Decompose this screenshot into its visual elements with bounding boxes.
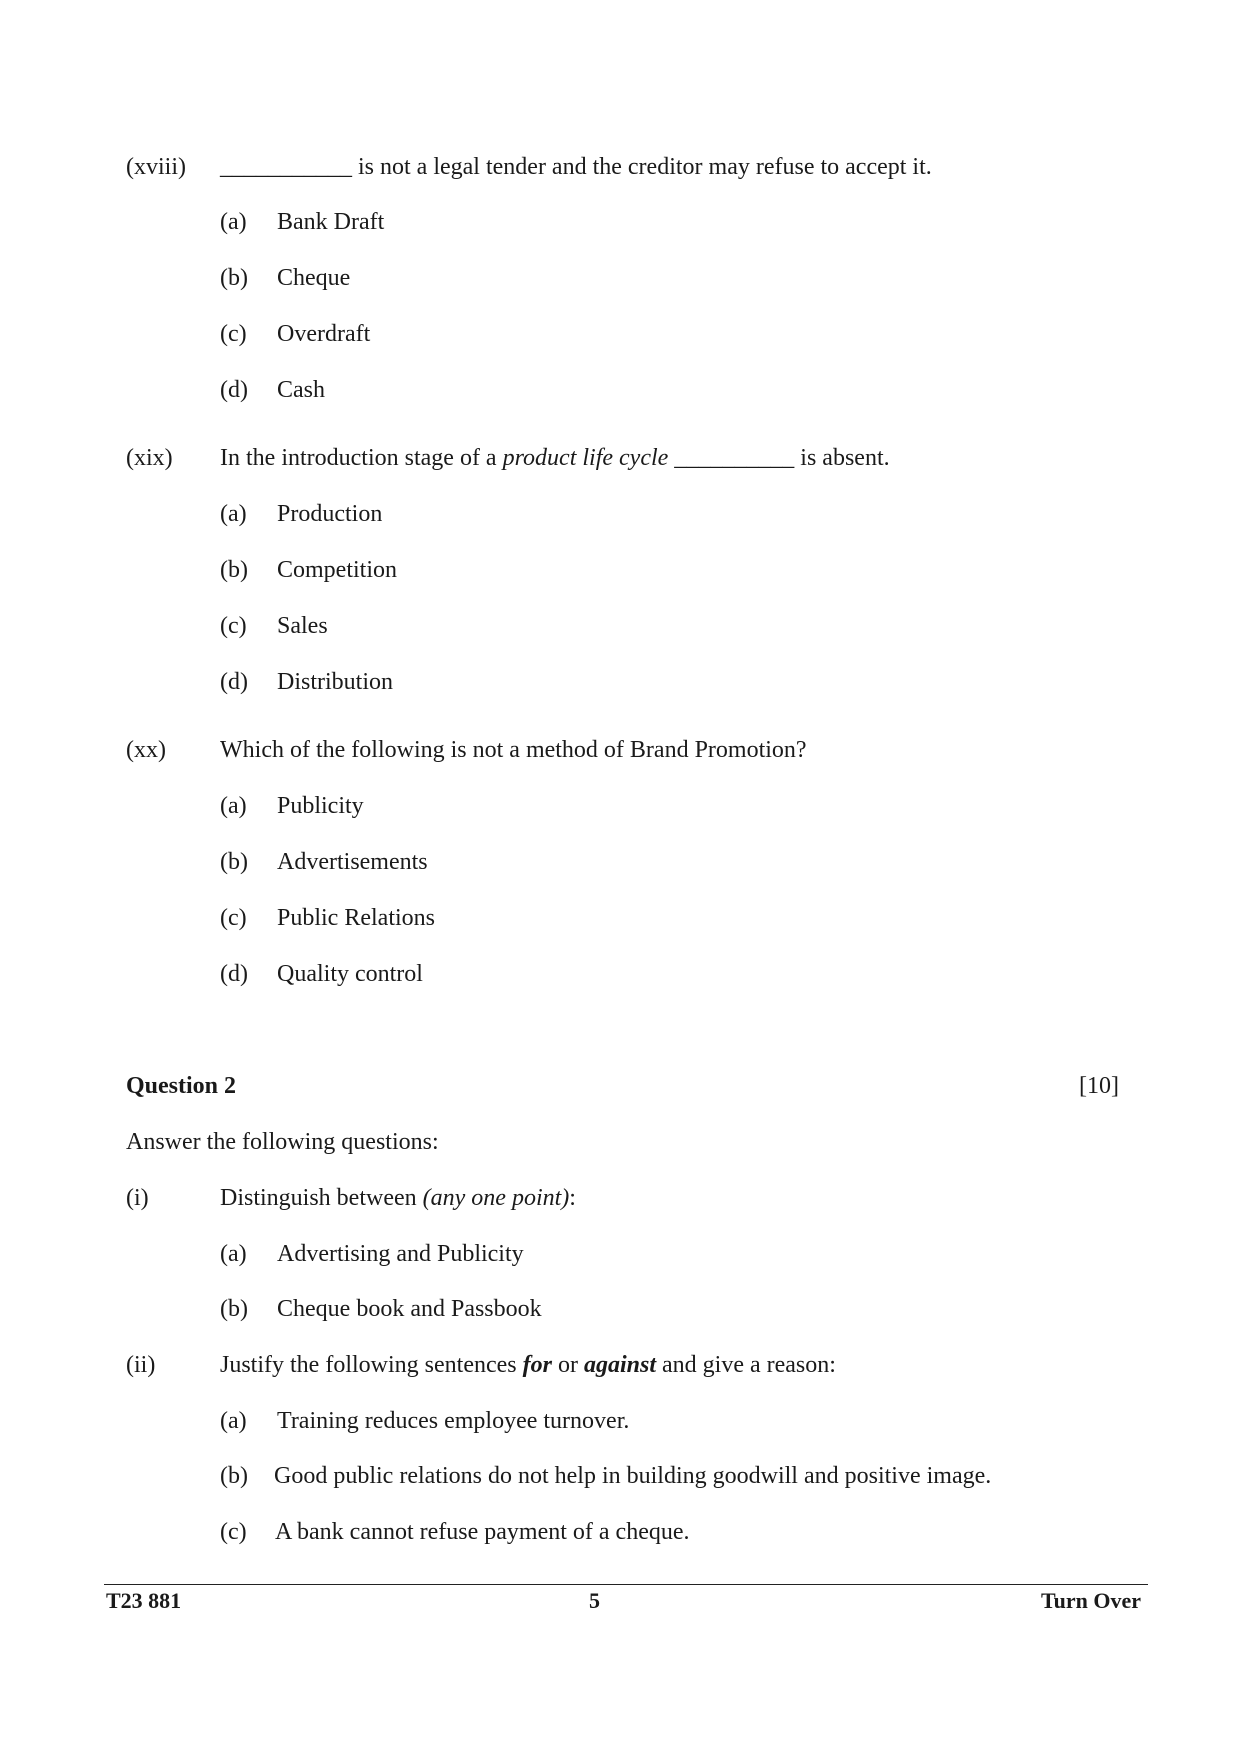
option-text: Quality control xyxy=(277,961,423,987)
option-letter: (b) xyxy=(220,265,248,291)
question-number: (xviii) xyxy=(126,154,186,180)
option-letter: (a) xyxy=(220,1241,247,1267)
turn-over-label: Turn Over xyxy=(1040,1588,1141,1613)
question-number: (xx) xyxy=(126,737,166,763)
question-text: Which of the following is not a method of Brand Promotion? xyxy=(220,737,807,763)
question-text-part: Distinguish between xyxy=(220,1185,423,1211)
option-letter: (c) xyxy=(220,321,247,347)
option-letter: (c) xyxy=(220,613,247,639)
option-letter: (a) xyxy=(220,209,247,235)
question-text-bold-italic: against xyxy=(583,1352,656,1378)
answer-blank: ___________ xyxy=(220,154,352,180)
option-text: Competition xyxy=(277,557,397,583)
question-text-italic: product life cycle xyxy=(502,445,669,471)
question-text-part: __________ is absent. xyxy=(668,445,890,471)
question-number: (i) xyxy=(126,1185,149,1211)
question-text xyxy=(220,1353,836,1377)
option-text: Advertising and Publicity xyxy=(277,1241,524,1267)
option-letter: (c) xyxy=(220,905,247,931)
question-number: (ii) xyxy=(126,1352,156,1378)
option-letter: (c) xyxy=(220,1519,247,1545)
footer-rule xyxy=(104,1584,1148,1585)
option-letter: (a) xyxy=(220,1408,247,1434)
question-text-part: and give a reason: xyxy=(656,1352,836,1378)
option-letter: (b) xyxy=(220,849,248,875)
question-marks: [10] xyxy=(1079,1073,1119,1099)
option-text: Overdraft xyxy=(277,321,371,347)
page-number: 5 xyxy=(589,1588,600,1613)
option-text: Cash xyxy=(277,377,325,403)
question-text-body: is not a legal tender and the creditor may refuse to accept it. xyxy=(352,154,932,180)
question-instruction: Answer the following questions: xyxy=(126,1129,439,1155)
question-text-bold-italic: for xyxy=(522,1352,552,1378)
option-letter: (b) xyxy=(220,557,248,583)
option-letter: (a) xyxy=(220,501,247,527)
paper-code: T23 881 xyxy=(106,1588,182,1613)
option-letter: (b) xyxy=(220,1463,248,1489)
option-text: Advertisements xyxy=(277,849,428,875)
question-number: (xix) xyxy=(126,445,173,471)
question-heading: Question 2 xyxy=(126,1073,237,1099)
option-text: Publicity xyxy=(277,793,364,819)
option-text: Public Relations xyxy=(277,905,435,931)
question-text xyxy=(220,446,890,470)
option-letter: (d) xyxy=(220,961,248,987)
question-text-part: Justify the following sentences xyxy=(220,1352,523,1378)
option-text: A bank cannot refuse payment of a cheque. xyxy=(275,1519,690,1545)
question-text-part: : xyxy=(569,1185,576,1211)
option-text: Bank Draft xyxy=(277,209,385,235)
question-text-part: In the introduction stage of a xyxy=(220,445,503,471)
option-text: Cheque xyxy=(277,265,351,291)
option-letter: (b) xyxy=(220,1296,248,1322)
question-text-part: or xyxy=(551,1352,584,1378)
option-text: Cheque book and Passbook xyxy=(277,1296,542,1322)
option-letter: (d) xyxy=(220,669,248,695)
option-text: Training reduces employee turnover. xyxy=(277,1408,630,1434)
question-text xyxy=(220,155,932,179)
option-text: Good public relations do not help in building goodwill and positive image. xyxy=(274,1463,992,1489)
question-text xyxy=(220,1186,576,1210)
option-letter: (a) xyxy=(220,793,247,819)
option-text: Production xyxy=(277,501,383,527)
option-text: Distribution xyxy=(277,669,394,695)
option-letter: (d) xyxy=(220,377,248,403)
question-text-italic: (any one point) xyxy=(422,1185,570,1211)
option-text: Sales xyxy=(277,613,328,639)
